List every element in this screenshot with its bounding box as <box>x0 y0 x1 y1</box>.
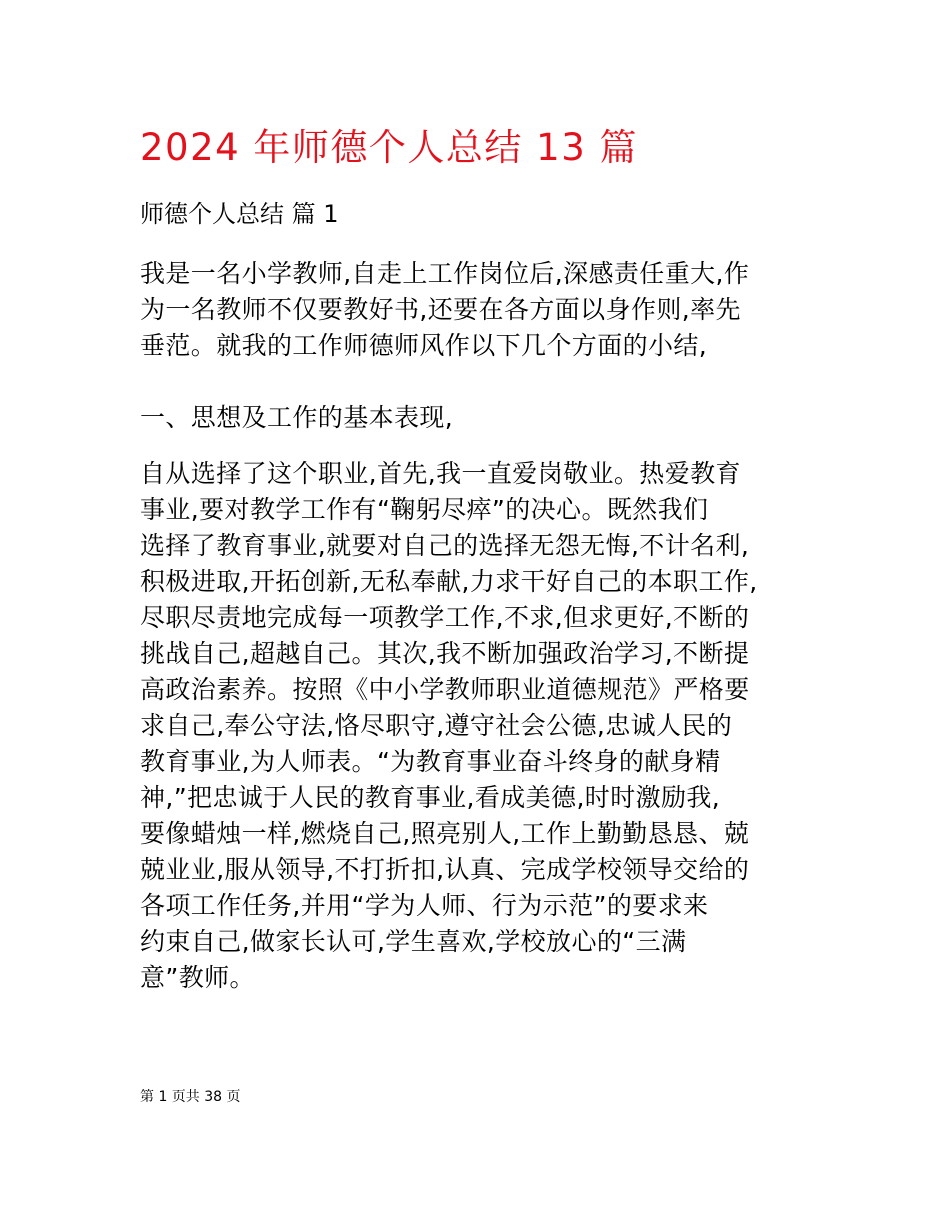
paragraph-intro <box>140 256 812 364</box>
text-line: 各项工作任务,并用“学为人师、行为示范”的要求来 <box>140 891 709 920</box>
text-line: 挑战自己,超越自己。其次,我不断加强政治学习,不断提 <box>140 639 750 668</box>
text-line: 教育事业,为人师表。“为教育事业奋斗终身的献身精 <box>140 747 721 776</box>
text-line: 选择了教育事业,就要对自己的选择无怨无悔,不计名利, <box>140 531 750 560</box>
text-line: 求自己,奉公守法,恪尽职守,遵守社会公德,忠诚人民的 <box>140 711 733 740</box>
text-line: 积极进取,开拓创新,无私奉献,力求干好自己的本职工作, <box>140 567 758 596</box>
section-heading: 师德个人总结 篇 1 <box>140 200 339 228</box>
text-line: 为一名教师不仅要教好书,还要在各方面以身作则,率先 <box>140 295 741 324</box>
text-line: 尽职尽责地完成每一项教学工作,不求,但求更好,不断的 <box>140 603 750 632</box>
text-line: 自从选择了这个职业,首先,我一直爱岗敬业。热爱教育 <box>140 459 741 488</box>
text-line: 约束自己,做家长认可,学生喜欢,学校放心的“三满 <box>140 927 687 956</box>
document-title: 2024 年师德个人总结 13 篇 <box>140 126 639 169</box>
text-line: 高政治素养。按照《中小学教师职业道德规范》严格要 <box>140 675 750 704</box>
text-line: 一、思想及工作的基本表现, <box>140 403 454 432</box>
paragraph-subheading <box>140 400 812 436</box>
page-footer: 第 1 页共 38 页 <box>140 1089 241 1105</box>
paragraph-body <box>140 456 812 996</box>
text-line: 要像蜡烛一样,燃烧自己,照亮别人,工作上勤勤恳恳、兢 <box>140 819 750 848</box>
text-line: 神,”把忠诚于人民的教育事业,看成美德,时时激励我, <box>140 783 721 812</box>
text-line: 事业,要对教学工作有“鞠躬尽瘁”的决心。既然我们 <box>140 495 709 524</box>
text-line: 我是一名小学教师,自走上工作岗位后,深感责任重大,作 <box>140 259 750 288</box>
text-line: 兢业业,服从领导,不打折扣,认真、完成学校领导交给的 <box>140 855 750 884</box>
text-line: 意”教师。 <box>140 963 255 992</box>
text-line: 垂范。就我的工作师德师风作以下几个方面的小结, <box>140 331 708 360</box>
